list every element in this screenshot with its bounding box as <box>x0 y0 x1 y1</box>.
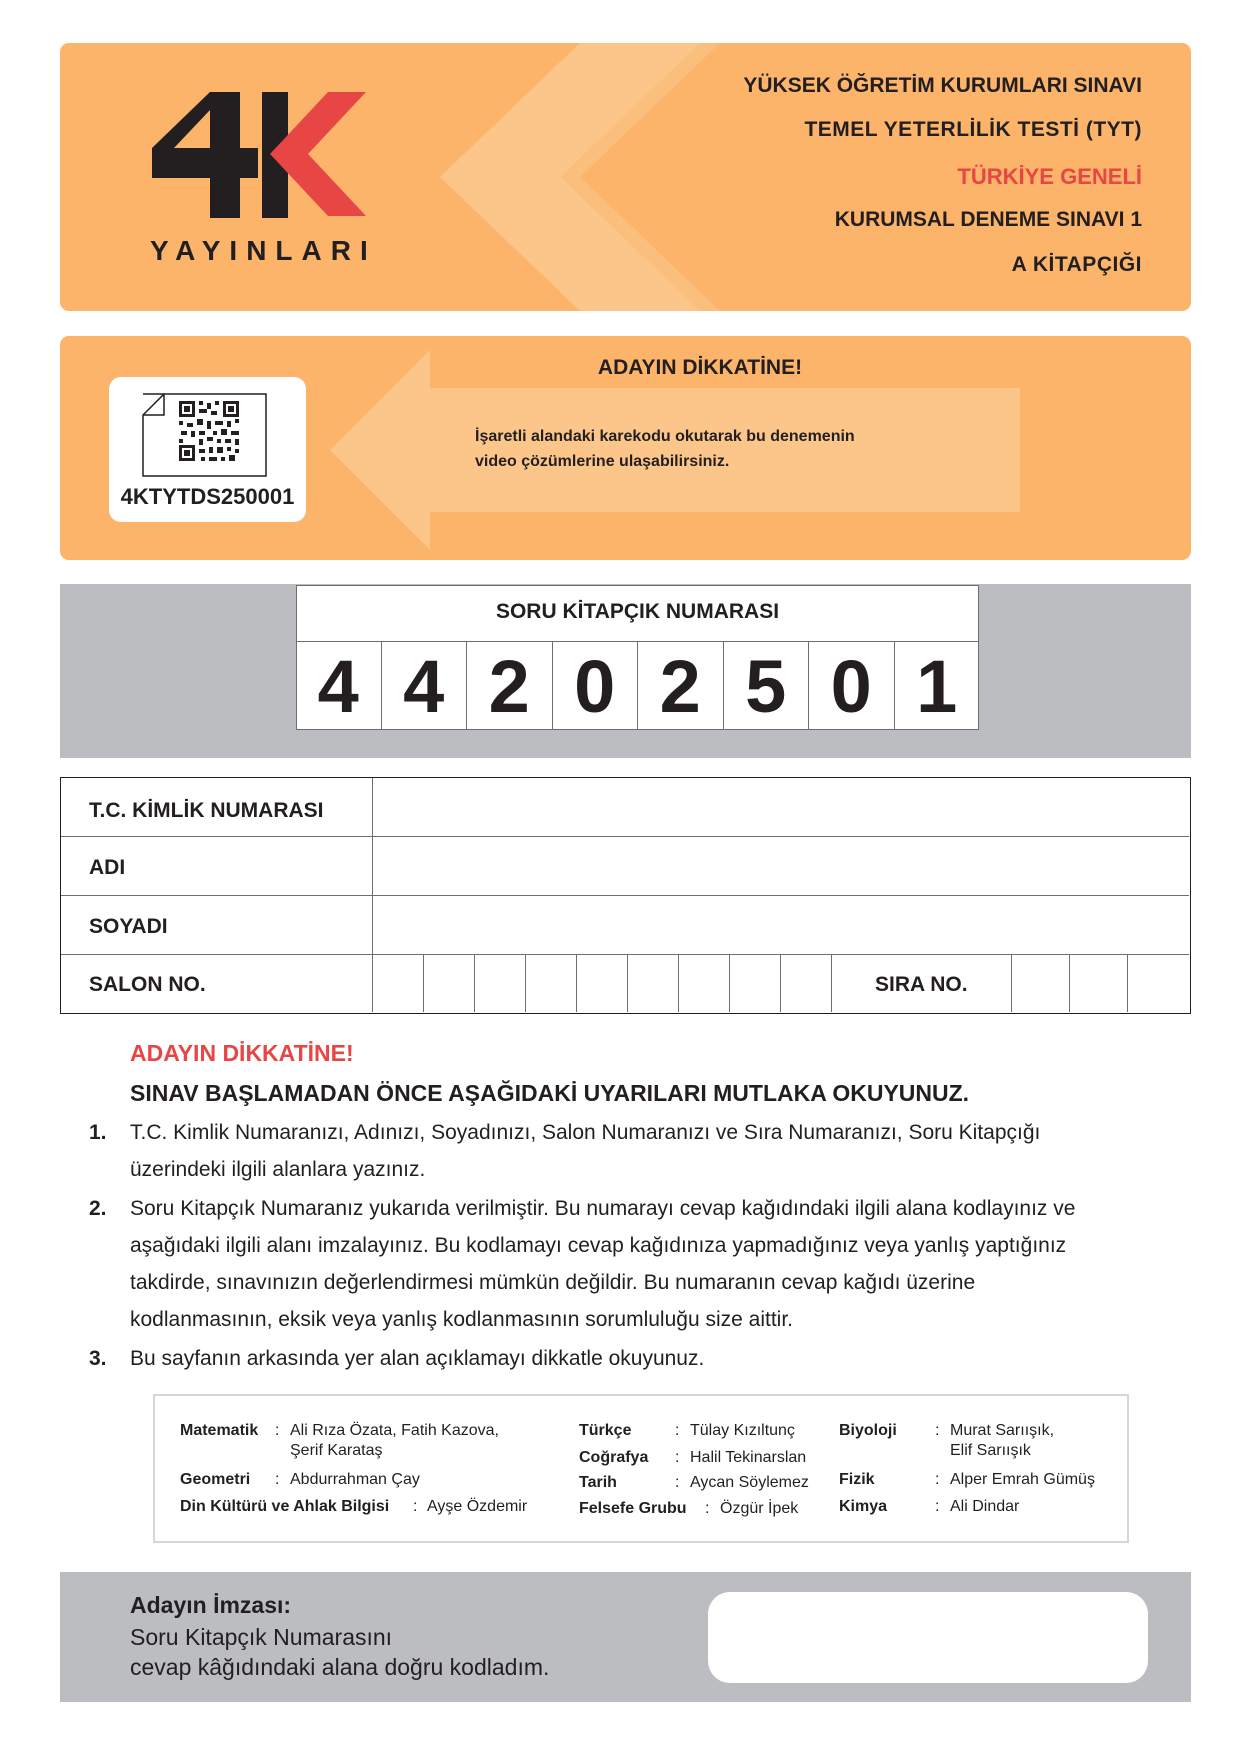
header-title-line3: TÜRKİYE GENELİ <box>957 164 1142 189</box>
tc-input[interactable] <box>374 778 1189 836</box>
salon-input[interactable] <box>374 954 834 1012</box>
instruction-item <box>89 1340 1189 1377</box>
qr-code-icon <box>142 393 274 477</box>
salon-cell-divider <box>627 954 628 1012</box>
instruction-number: 2. <box>89 1197 107 1220</box>
author-names: Ali Dindar <box>950 1498 1020 1515</box>
author-names: Murat Sarıışık, <box>950 1422 1055 1439</box>
author-names: Şerif Karataş <box>290 1442 383 1459</box>
instruction-number: 1. <box>89 1121 107 1144</box>
author-colon: : <box>675 1422 680 1439</box>
sira-cell-divider <box>1011 954 1012 1012</box>
booklet-digit: 1 <box>916 645 958 728</box>
surname-input[interactable] <box>374 895 1189 954</box>
author-colon: : <box>675 1474 680 1491</box>
salon-cell-divider <box>474 954 475 1012</box>
tc-label: T.C. KİMLİK NUMARASI <box>89 799 324 822</box>
booklet-digit: 4 <box>382 642 468 730</box>
surname-label: SOYADI <box>89 915 168 938</box>
author-names: Halil Tekinarslan <box>690 1449 807 1466</box>
salon-cell-divider <box>423 954 424 1012</box>
signature-title: Adayın İmzası: <box>130 1592 292 1618</box>
instructions-warning: ADAYIN DİKKATİNE! <box>130 1040 354 1066</box>
salon-cell-divider <box>831 954 832 1012</box>
salon-cell-divider <box>729 954 730 1012</box>
author-subject: Türkçe <box>579 1422 632 1439</box>
booklet-digit: 5 <box>724 642 810 730</box>
booklet-digit: 4 <box>296 642 382 730</box>
instruction-line: üzerindeki ilgili alanlara yazınız. <box>130 1158 426 1181</box>
booklet-digit: 0 <box>809 642 895 730</box>
instruction-item <box>89 1190 1189 1338</box>
author-names: Özgür İpek <box>720 1500 799 1517</box>
name-input[interactable] <box>374 836 1189 895</box>
author-names: Alper Emrah Gümüş <box>950 1471 1095 1488</box>
sira-cell-divider <box>1127 954 1128 1012</box>
header-title-line4: KURUMSAL DENEME SINAVI 1 <box>834 208 1142 231</box>
booklet-digit: 0 <box>553 642 639 730</box>
qr-description <box>475 424 945 474</box>
author-colon: : <box>275 1422 280 1439</box>
booklet-number-digits <box>296 641 979 730</box>
instruction-line: T.C. Kimlik Numaranızı, Adınızı, Soyadınızı, Salon Numaranızı ve Sıra Numaranızı, Soru Kitapçığı <box>130 1121 1041 1144</box>
salon-cell-divider <box>525 954 526 1012</box>
instruction-line: takdirde, sınavınızın değerlendirmesi mümkün değildir. Bu numaranın cevap kağıdı üzerine <box>130 1271 976 1294</box>
author-subject: Coğrafya <box>579 1449 649 1466</box>
signature-text-line: cevap kâğıdındaki alana doğru kodladım. <box>130 1654 550 1680</box>
author-colon: : <box>705 1500 710 1517</box>
author-subject: Kimya <box>839 1498 888 1515</box>
author-subject: Matematik <box>180 1422 259 1439</box>
qr-description-line: İşaretli alandaki karekodu okutarak bu denemenin <box>475 428 855 445</box>
author-colon: : <box>935 1471 940 1488</box>
name-label: ADI <box>89 856 126 879</box>
signature-text <box>130 1622 549 1682</box>
author-colon: : <box>675 1449 680 1466</box>
author-subject: Geometri <box>180 1471 251 1488</box>
salon-label: SALON NO. <box>89 973 206 996</box>
qr-section-title: ADAYIN DİKKATİNE! <box>597 356 803 379</box>
author-names: Abdurrahman Çay <box>290 1471 420 1488</box>
author-colon: : <box>935 1498 940 1515</box>
salon-cell-divider <box>678 954 679 1012</box>
author-names: Aycan Söylemez <box>690 1474 809 1491</box>
header-title-line2: TEMEL YETERLİLİK TESTİ (TYT) <box>804 118 1142 141</box>
column-divider <box>372 778 373 1012</box>
sira-label: SIRA NO. <box>875 973 968 996</box>
author-colon: : <box>275 1471 280 1488</box>
author-names: Tülay Kızıltunç <box>690 1422 795 1439</box>
instructions-heading: SINAV BAŞLAMADAN ÖNCE AŞAĞIDAKİ UYARILARI MUTLAKA OKUYUNUZ. <box>130 1080 970 1106</box>
author-subject: Tarih <box>579 1474 617 1491</box>
instruction-line: kodlanmasının, eksik veya yanlış kodlanmasının sorumluluğu size aittir. <box>130 1308 793 1331</box>
author-subject: Felsefe Grubu <box>579 1500 687 1517</box>
qr-code-label: 4KTYTDS250001 <box>120 484 295 509</box>
candidate-info-table <box>60 777 1191 1014</box>
instruction-number: 3. <box>89 1347 107 1370</box>
author-subject: Biyoloji <box>839 1422 897 1439</box>
author-names: Elif Sarıışık <box>950 1442 1031 1459</box>
author-colon: : <box>935 1422 940 1439</box>
signature-field[interactable] <box>708 1592 1148 1683</box>
booklet-digit: 2 <box>638 642 724 730</box>
booklet-digit: 2 <box>467 642 553 730</box>
author-names: Ali Rıza Özata, Fatih Kazova, <box>290 1422 499 1439</box>
sira-input[interactable] <box>1011 954 1189 1012</box>
authors-box <box>153 1394 1129 1543</box>
header-title-line1: YÜKSEK ÖĞRETİM KURUMLARI SINAVI <box>743 74 1142 97</box>
logo-text: YAYINLARI <box>150 235 377 266</box>
instruction-line: Soru Kitapçık Numaranız yukarıda verilmiştir. Bu numarayı cevap kağıdındaki ilgili alana kodlayınız ve <box>130 1197 1076 1220</box>
author-subject: Fizik <box>839 1471 875 1488</box>
salon-cell-divider <box>780 954 781 1012</box>
author-subject: Din Kültürü ve Ahlak Bilgisi <box>180 1498 390 1515</box>
qr-description-line: video çözümlerine ulaşabilirsiniz. <box>475 453 730 470</box>
instruction-line: aşağıdaki ilgili alanı imzalayınız. Bu kodlamayı cevap kağıdınıza yapmadığınız veya yanlış yaptığınız <box>130 1234 1067 1257</box>
author-colon: : <box>413 1498 418 1515</box>
instruction-line: Bu sayfanın arkasında yer alan açıklamayı dikkatle okuyunuz. <box>130 1347 705 1370</box>
booklet-number-title: SORU KİTAPÇIK NUMARASI <box>495 600 780 623</box>
salon-cell-divider <box>576 954 577 1012</box>
header-title-line5: A KİTAPÇIĞI <box>1011 253 1142 276</box>
sira-cell-divider <box>1069 954 1070 1012</box>
instruction-item <box>89 1114 1189 1188</box>
author-names: Ayşe Özdemir <box>427 1498 528 1515</box>
signature-text-line: Soru Kitapçık Numarasını <box>130 1624 393 1650</box>
